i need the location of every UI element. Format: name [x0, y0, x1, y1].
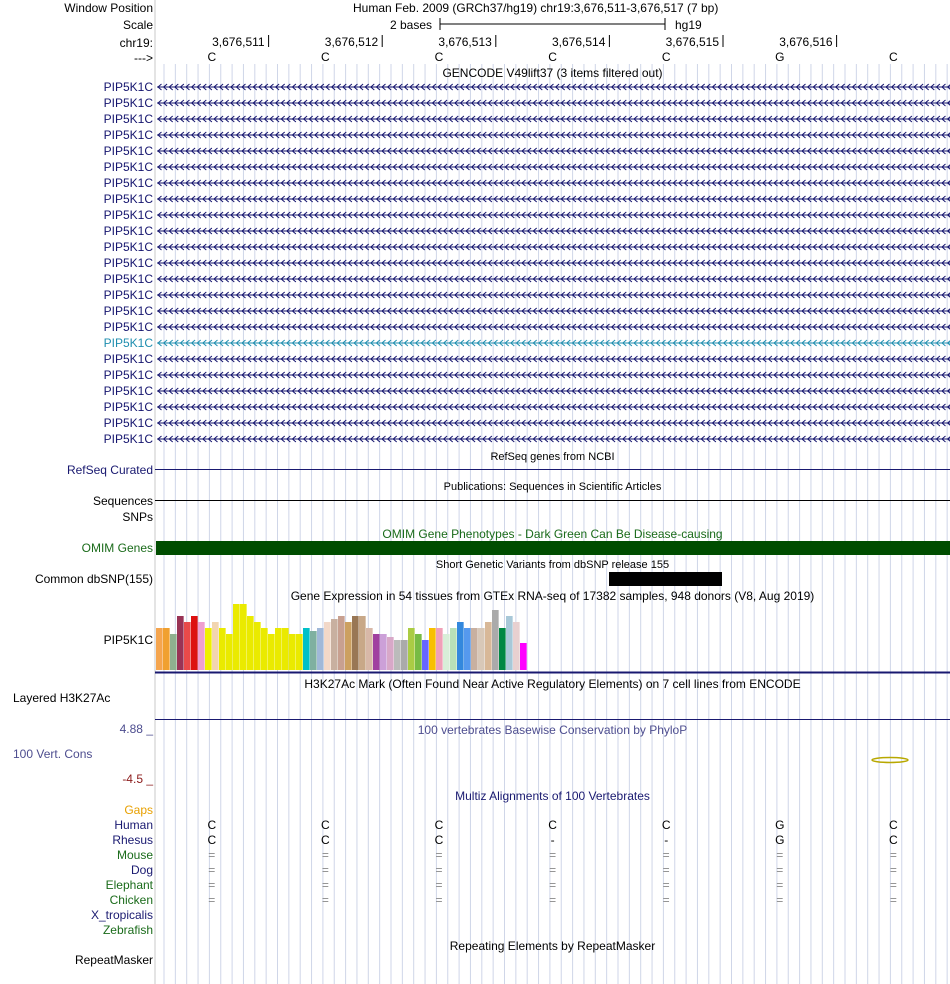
multiz-base: =	[208, 878, 216, 892]
phylop-title: 100 vertebrates Basewise Conservation by PhyloP	[417, 723, 688, 737]
multiz-base: C	[889, 818, 898, 832]
dbsnp-label[interactable]: Common dbSNP(155)	[34, 572, 153, 586]
ruler-position-label: 3,676,514	[552, 35, 606, 49]
gtex-bar	[282, 628, 289, 670]
ruler-position-label: 3,676,516	[779, 35, 833, 49]
gencode-item-label[interactable]: PIP5K1C	[103, 224, 153, 238]
publications-label[interactable]: Sequences	[92, 494, 153, 508]
gtex-bar	[373, 634, 380, 670]
multiz-base: C	[889, 833, 898, 847]
gtex-bar	[443, 634, 450, 670]
multiz-base: =	[435, 863, 443, 877]
multiz-base: =	[662, 878, 670, 892]
scale-text: 2 bases	[390, 18, 433, 32]
gencode-item-label[interactable]: PIP5K1C	[103, 128, 153, 142]
multiz-base: =	[321, 848, 329, 862]
gtex-bar	[184, 622, 191, 670]
multiz-species-label[interactable]: Chicken	[109, 893, 153, 907]
multiz-base: C	[434, 818, 444, 832]
snps-label[interactable]: SNPs	[122, 510, 153, 524]
multiz-base: C	[207, 833, 217, 847]
multiz-species-label[interactable]: Zebrafish	[102, 923, 153, 937]
gtex-title: Gene Expression in 54 tissues from GTEx RNA-seq of 17382 samples, 948 donors (V8, Aug 2019)	[290, 589, 815, 603]
gencode-item-label[interactable]: PIP5K1C	[103, 112, 153, 126]
multiz-species-label[interactable]: Human	[114, 818, 153, 832]
multiz-base: =	[321, 878, 329, 892]
window-position-label: Window Position	[64, 1, 153, 15]
window-position-text: Human Feb. 2009 (GRCh37/hg19) chr19:3,676,511-3,676,517 (7 bp)	[353, 1, 719, 15]
gtex-bar	[254, 622, 261, 670]
gtex-bar	[247, 616, 254, 670]
gtex-bar	[240, 604, 247, 670]
gtex-bar	[170, 634, 177, 670]
base-letter: C	[548, 50, 557, 64]
multiz-base: =	[321, 863, 329, 877]
gtex-bar	[499, 628, 506, 670]
gtex-bar	[345, 622, 352, 670]
base-letter: G	[775, 50, 785, 64]
multiz-base: =	[662, 893, 670, 907]
gtex-bar	[422, 640, 429, 670]
gtex-bar	[359, 616, 366, 670]
gencode-item-label[interactable]: PIP5K1C	[103, 288, 153, 302]
gtex-bar	[387, 637, 394, 670]
scale-label: Scale	[122, 18, 153, 32]
multiz-base: C	[548, 818, 557, 832]
gencode-item-label[interactable]: PIP5K1C	[103, 336, 153, 350]
multiz-base: C	[321, 818, 330, 832]
ruler-position-label: 3,676,512	[324, 35, 379, 49]
multiz-species-label[interactable]: Rhesus	[112, 833, 153, 847]
gencode-item-label[interactable]: PIP5K1C	[103, 400, 153, 414]
ruler-position-label: 3,676,515	[665, 35, 719, 49]
gencode-item-label[interactable]: PIP5K1C	[103, 176, 153, 190]
multiz-base: =	[776, 878, 784, 892]
gtex-bar	[485, 622, 492, 670]
gencode-item-label[interactable]: PIP5K1C	[103, 320, 153, 334]
gtex-bar	[296, 634, 303, 670]
gencode-item-label[interactable]: PIP5K1C	[103, 272, 153, 286]
gtex-bar	[450, 628, 457, 670]
omim-bar	[156, 541, 950, 555]
multiz-base: C	[434, 833, 444, 847]
gencode-item-label[interactable]: PIP5K1C	[103, 256, 153, 270]
gtex-bar	[310, 631, 317, 670]
strand-label: --->	[134, 51, 153, 65]
multiz-base: =	[776, 893, 784, 907]
multiz-base: C	[207, 818, 217, 832]
multiz-base: -	[664, 833, 669, 847]
gtex-bar	[163, 628, 170, 670]
gtex-label[interactable]: PIP5K1C	[103, 633, 153, 647]
gtex-bar	[212, 622, 219, 670]
gencode-title: GENCODE V49lift37 (3 items filtered out)	[442, 66, 663, 80]
repeatmasker-label[interactable]: RepeatMasker	[74, 953, 153, 967]
gencode-item-label[interactable]: PIP5K1C	[103, 368, 153, 382]
h3k27ac-title: H3K27Ac Mark (Often Found Near Active Regulatory Elements) on 7 cell lines from ENCODE	[304, 677, 801, 691]
gencode-item-label[interactable]: PIP5K1C	[103, 96, 153, 110]
gtex-bar	[177, 616, 184, 670]
gtex-bar	[156, 628, 163, 670]
ruler-position-label: 3,676,513	[438, 35, 492, 49]
gtex-bar	[261, 628, 268, 670]
multiz-base: =	[208, 863, 216, 877]
gtex-bar	[331, 619, 338, 670]
multiz-species-label[interactable]: X_tropicalis	[90, 908, 153, 922]
multiz-base: =	[662, 848, 670, 862]
multiz-base: =	[889, 878, 897, 892]
multiz-base: C	[321, 833, 330, 847]
gtex-bar	[415, 634, 422, 670]
phylop-label[interactable]: 100 Vert. Cons	[13, 747, 93, 761]
gtex-bar	[457, 622, 464, 670]
multiz-base: =	[776, 848, 784, 862]
gtex-bar	[478, 628, 485, 670]
gtex-bar	[275, 628, 282, 670]
gtex-bar	[338, 616, 345, 670]
multiz-base: =	[435, 848, 443, 862]
gencode-item-label[interactable]: PIP5K1C	[103, 240, 153, 254]
omim-label[interactable]: OMIM Genes	[81, 541, 153, 555]
gtex-bar	[464, 628, 471, 670]
multiz-base: =	[549, 863, 557, 877]
gencode-item-label[interactable]: PIP5K1C	[103, 416, 153, 430]
gencode-item-label[interactable]: PIP5K1C	[103, 80, 153, 94]
gencode-item-label[interactable]: PIP5K1C	[103, 208, 153, 222]
refseq-label[interactable]: RefSeq Curated	[66, 463, 153, 477]
gtex-bar	[401, 640, 408, 670]
base-letter: C	[321, 50, 330, 64]
gtex-bar	[492, 610, 499, 670]
multiz-base: =	[208, 848, 216, 862]
gaps-label[interactable]: Gaps	[124, 803, 153, 817]
dbsnp-title: Short Genetic Variants from dbSNP release 155	[435, 559, 670, 571]
multiz-base: =	[889, 848, 897, 862]
gtex-bar	[205, 628, 212, 670]
publications-title: Publications: Sequences in Scientific Articles	[443, 481, 662, 493]
gtex-bar	[513, 622, 520, 670]
gtex-bar	[506, 616, 513, 670]
gtex-bar	[303, 628, 310, 670]
multiz-base: =	[549, 848, 557, 862]
gencode-item-label[interactable]: PIP5K1C	[103, 160, 153, 174]
gtex-bar	[226, 634, 233, 670]
gtex-bar	[366, 628, 373, 670]
base-letter: C	[889, 50, 898, 64]
gencode-item-label[interactable]: PIP5K1C	[103, 384, 153, 398]
gtex-bar	[429, 628, 436, 670]
ruler-position-label: 3,676,511	[212, 35, 265, 49]
multiz-base: =	[435, 878, 443, 892]
gencode-item-label[interactable]: PIP5K1C	[103, 304, 153, 318]
multiz-base: G	[775, 833, 785, 847]
scale-db: hg19	[675, 18, 702, 32]
base-letter: C	[434, 50, 444, 64]
gtex-bar	[191, 616, 198, 670]
gencode-item-label[interactable]: PIP5K1C	[103, 432, 153, 446]
gtex-bar	[324, 622, 331, 670]
gtex-bar	[394, 640, 401, 670]
multiz-base: =	[208, 893, 216, 907]
multiz-base: =	[435, 893, 443, 907]
multiz-base: =	[549, 893, 557, 907]
gtex-bar	[352, 616, 359, 670]
gtex-bar	[233, 604, 240, 670]
h3k27ac-label[interactable]: Layered H3K27Ac	[13, 691, 111, 705]
gtex-bar	[436, 628, 443, 670]
gtex-bar	[380, 634, 387, 670]
gtex-bar	[198, 622, 205, 670]
gtex-bar	[289, 634, 296, 670]
gtex-bar	[219, 628, 226, 670]
phylop-min-label: -4.5 _	[122, 772, 153, 786]
multiz-base: =	[662, 863, 670, 877]
multiz-species-label[interactable]: Mouse	[116, 848, 153, 862]
repeatmasker-title: Repeating Elements by RepeatMasker	[449, 939, 656, 953]
multiz-base: =	[889, 893, 897, 907]
phylop-max-label: 4.88 _	[119, 722, 153, 736]
multiz-title: Multiz Alignments of 100 Vertebrates	[455, 789, 650, 803]
refseq-title: RefSeq genes from NCBI	[490, 451, 615, 463]
base-letter: C	[661, 50, 671, 64]
gtex-bar	[408, 628, 415, 670]
multiz-base: G	[775, 818, 785, 832]
multiz-base: =	[889, 863, 897, 877]
base-letter: C	[207, 50, 217, 64]
multiz-base: =	[321, 893, 329, 907]
multiz-base: C	[661, 818, 671, 832]
gtex-bar	[268, 634, 275, 670]
chrom-label: chr19:	[119, 36, 153, 50]
multiz-base: -	[550, 833, 555, 847]
multiz-base: =	[549, 878, 557, 892]
gtex-bar	[317, 628, 324, 670]
gencode-item-label[interactable]: PIP5K1C	[103, 352, 153, 366]
dbsnp-variant	[609, 572, 722, 586]
omim-title: OMIM Gene Phenotypes - Dark Green Can Be Disease-causing	[382, 527, 723, 541]
gencode-item-label[interactable]: PIP5K1C	[103, 144, 153, 158]
multiz-species-label[interactable]: Elephant	[105, 878, 153, 892]
gencode-item-label[interactable]: PIP5K1C	[103, 192, 153, 206]
gtex-bar	[471, 628, 478, 670]
multiz-base: =	[776, 863, 784, 877]
multiz-species-label[interactable]: Dog	[130, 863, 153, 877]
gtex-bar	[520, 643, 527, 670]
